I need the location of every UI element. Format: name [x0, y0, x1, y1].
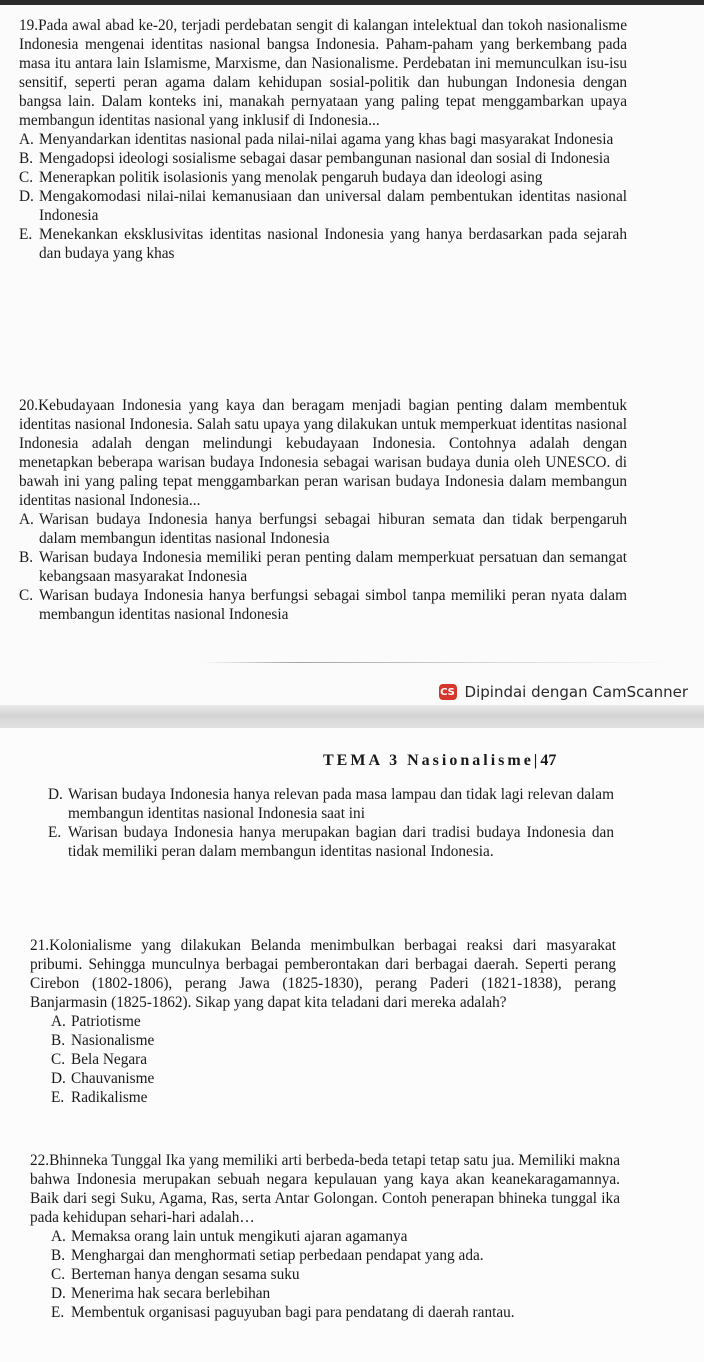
option-d[interactable] [51, 1069, 616, 1088]
option-a[interactable] [51, 1012, 616, 1031]
question-stem: Bhinneka Tunggal Ika yang memiliki arti berbeda-beda tetapi tetap satu jua. Memiliki makna bahwa Indonesia merupakan sebuah negara kepulauan yang kaya akan keanekaragamannya. Baik dari segi Suku, Agama, Ras, serta Antar Golongan. Contoh penerapan bhineka tunggal ika pada kehidupan sehari-hari adalah… [30, 1152, 620, 1226]
option-text: Warisan budaya Indonesia memiliki peran penting dalam memperkuat persatuan dan semangat kebangsaan masyarakat Indonesia [39, 549, 627, 585]
option-text: Berteman hanya dengan sesama suku [71, 1266, 300, 1283]
option-letter: B. [19, 150, 34, 167]
option-letter: C. [51, 1266, 66, 1283]
question-22 [30, 1151, 620, 1322]
option-text: Bela Negara [71, 1051, 148, 1068]
option-letter: E. [19, 226, 33, 243]
question-number: 22. [30, 1152, 50, 1169]
answer-options [30, 1227, 620, 1322]
option-text: Warisan budaya Indonesia hanya berfungsi sebagai hiburan semata dan tidak berpengaruh dalam membangun identitas nasional Indonesia [39, 511, 627, 547]
option-text: Nasionalisme [71, 1032, 155, 1049]
option-letter: B. [51, 1247, 66, 1264]
camscanner-label: Dipindai dengan CamScanner [464, 683, 688, 701]
option-e[interactable] [51, 1088, 616, 1107]
answer-options [19, 130, 627, 263]
option-d[interactable] [48, 785, 614, 823]
option-a[interactable] [19, 510, 627, 548]
option-letter: A. [19, 131, 34, 148]
page-header: TEMA 3 Nasionalisme|47 [323, 752, 557, 769]
option-text: Chauvanisme [71, 1070, 155, 1087]
option-letter: E. [51, 1304, 65, 1321]
option-letter: C. [19, 587, 34, 604]
question-number: 20. [19, 397, 39, 414]
option-letter: E. [51, 1089, 65, 1106]
question-stem: Kolonialisme yang dilakukan Belanda menimbulkan berbagai reaksi dari masyarakat pribumi. Sehingga munculnya berbagai pemberontakan dari berbagai daerah. Seperti perang Cirebon (1802-1806), perang Jawa (1825-1830), perang Paderi (1821-1838), perang Banjarmasin (1825-1862). Sikap yang dapat kita teladani dari mereka adalah? [30, 937, 616, 1011]
option-letter: B. [19, 549, 34, 566]
question-stem: Kebudayaan Indonesia yang kaya dan beragam menjadi bagian penting dalam membentuk identitas nasional Indonesia. Salah satu upaya yang dilakukan untuk memperkuat identitas nasional Indonesia adalah dengan melindungi kebudayaan Indonesia. Contohnya adalah dengan menetapkan beberapa warisan budaya Indonesia sebagai warisan budaya dunia oleh UNESCO. di bawah ini yang paling tepat menggambarkan peran warisan budaya Indonesia dalam membangun identitas nasional Indonesia... [19, 397, 627, 509]
question-number: 21. [30, 937, 50, 954]
question-20 [19, 396, 627, 624]
question-19 [19, 16, 627, 263]
option-text: Patriotisme [71, 1013, 141, 1030]
option-letter: C. [19, 169, 34, 186]
option-letter: B. [51, 1032, 66, 1049]
option-text: Warisan budaya Indonesia hanya merupakan bagian dari tradisi budaya Indonesia dan tidak memiliki peran dalam membangun identitas nasional Indonesia. [68, 824, 614, 860]
question-19-text [19, 16, 627, 130]
option-a[interactable] [51, 1227, 620, 1246]
question-22-text [30, 1151, 620, 1227]
option-b[interactable] [19, 548, 627, 586]
option-c[interactable] [19, 586, 627, 624]
option-letter: A. [19, 511, 34, 528]
option-b[interactable] [51, 1031, 616, 1050]
page-separator [0, 705, 704, 728]
page-number: 47 [540, 752, 557, 769]
option-c[interactable] [51, 1265, 620, 1284]
option-e[interactable] [51, 1303, 620, 1322]
option-text: Membentuk organisasi paguyuban bagi para pendatang di daerah rantau. [71, 1304, 515, 1321]
chapter-title: TEMA 3 Nasionalisme [323, 752, 534, 769]
option-c[interactable] [19, 168, 627, 187]
option-text: Mengadopsi ideologi sosialisme sebagai dasar pembangunan nasional dan sosial di Indonesia [39, 150, 610, 167]
option-text: Menerapkan politik isolasionis yang menolak pengaruh budaya dan ideologi asing [39, 169, 543, 186]
option-text: Menerima hak secara berlebihan [71, 1285, 271, 1302]
option-text: Memaksa orang lain untuk mengikuti ajaran agamanya [71, 1228, 408, 1245]
option-text: Radikalisme [71, 1089, 148, 1106]
question-stem: Pada awal abad ke-20, terjadi perdebatan sengit di kalangan intelektual dan tokoh nasionalisme Indonesia mengenai identitas nasional bangsa Indonesia. Paham-paham yang berkembang pada masa itu antara lain Islamisme, Marxisme, dan Nasionalisme. Perdebatan ini memunculkan isu-isu sensitif, seperti peran agama dalam kehidupan sosial-politik dan hubungan Indonesia dengan bangsa lain. Dalam konteks ini, manakah pernyataan yang paling tepat menggambarkan upaya membangun identitas nasional yang inklusif di Indonesia... [19, 17, 627, 129]
option-text: Menekankan eksklusivitas identitas nasional Indonesia yang hanya berdasarkan pada sejarah dan budaya yang khas [39, 226, 627, 262]
option-letter: D. [48, 786, 63, 803]
option-b[interactable] [51, 1246, 620, 1265]
option-letter: D. [19, 188, 34, 205]
question-20-continued [48, 785, 614, 861]
option-e[interactable] [48, 823, 614, 861]
option-letter: E. [48, 824, 62, 841]
option-e[interactable] [19, 225, 627, 263]
option-a[interactable] [19, 130, 627, 149]
option-text: Mengakomodasi nilai-nilai kemanusiaan dan universal dalam pembentukan identitas nasional Indonesia [39, 188, 627, 224]
camscanner-logo-icon: CS [439, 684, 457, 700]
option-text: Warisan budaya Indonesia hanya berfungsi sebagai simbol tanpa memiliki peran nyata dalam membangun identitas nasional Indonesia [39, 587, 627, 623]
question-21-text [30, 936, 616, 1012]
answer-options [30, 1012, 616, 1107]
option-c[interactable] [51, 1050, 616, 1069]
option-letter: D. [51, 1070, 66, 1087]
answer-options [19, 510, 627, 624]
option-letter: A. [51, 1013, 66, 1030]
scan-artifact-line [200, 662, 680, 663]
option-letter: D. [51, 1285, 66, 1302]
answer-options [48, 785, 614, 861]
camscanner-watermark [439, 683, 688, 701]
question-20-text [19, 396, 627, 510]
question-number: 19. [19, 17, 39, 34]
option-text: Menghargai dan menghormati setiap perbedaan pendapat yang ada. [71, 1247, 484, 1264]
option-letter: A. [51, 1228, 66, 1245]
option-text: Warisan budaya Indonesia hanya relevan pada masa lampau dan tidak lagi relevan dalam membangun identitas nasional Indonesia saat ini [68, 786, 614, 822]
option-text: Menyandarkan identitas nasional pada nilai-nilai agama yang khas bagi masyarakat Indonesia [39, 131, 614, 148]
option-d[interactable] [19, 187, 627, 225]
question-21 [30, 936, 616, 1107]
option-letter: C. [51, 1051, 66, 1068]
option-d[interactable] [51, 1284, 620, 1303]
option-b[interactable] [19, 149, 627, 168]
